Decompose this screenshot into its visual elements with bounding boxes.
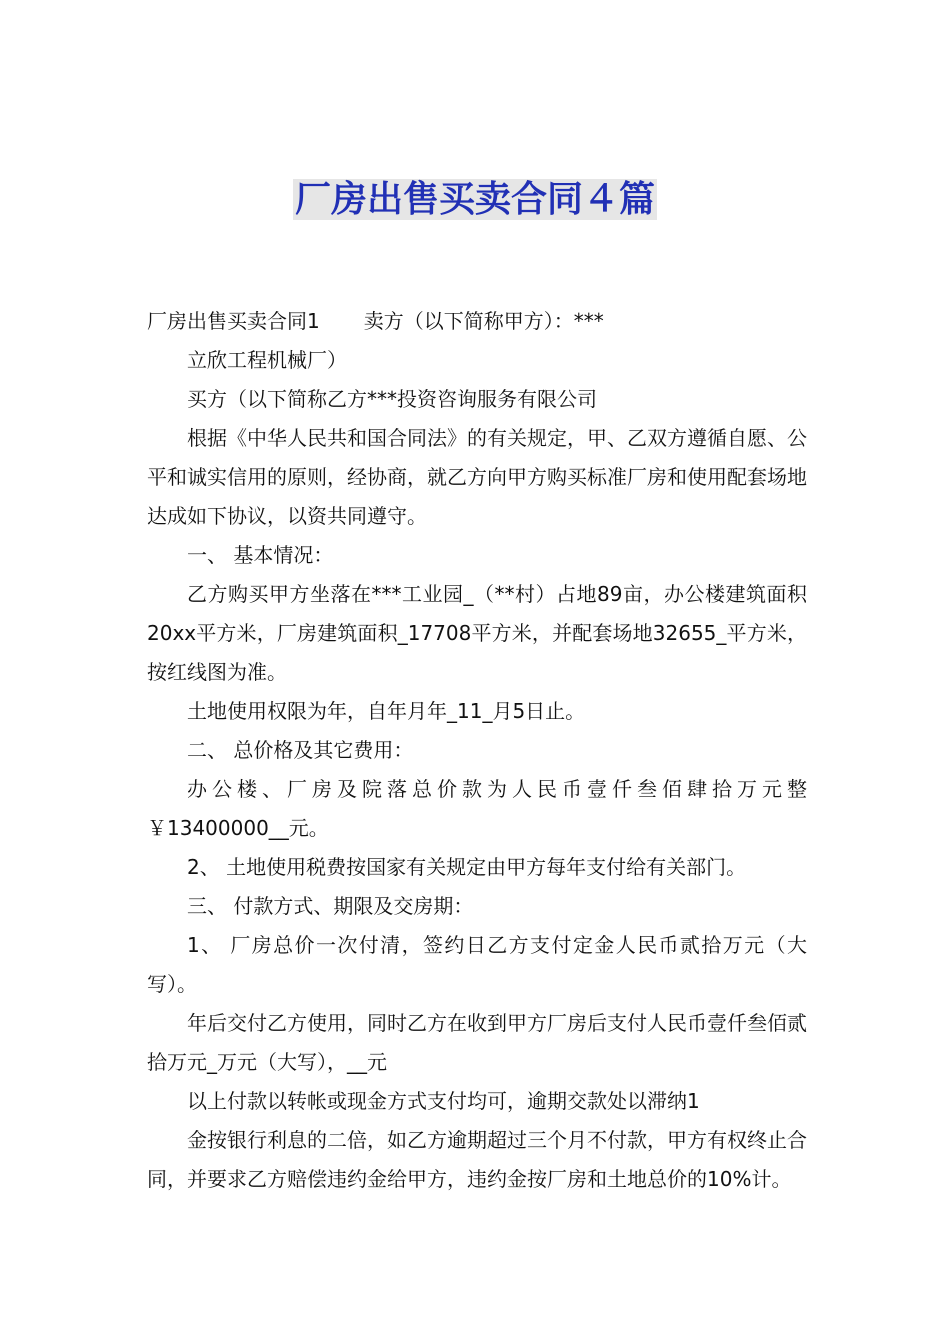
paragraph-13: 年后交付乙方使用，同时乙方在收到甲方厂房后支付人民币壹仟叁佰贰拾万元_万元（大写），__元 <box>147 1011 807 1074</box>
section-heading-1: 一、 基本情况： <box>187 543 334 567</box>
paragraph-7: 土地使用权限为年，自年月年_11_月5日止。 <box>187 699 586 723</box>
section-heading-2: 二、 总价格及其它费用： <box>187 738 414 762</box>
paragraph-6: 乙方购买甲方坐落在***工业园_（**村）占地89亩，办公楼建筑面积 20xx平方米，厂房建筑面积_17708平方米，并配套场地32655_平方米，按红线图为准。 <box>147 582 807 684</box>
paragraph-10: 2、 土地使用税费按国家有关规定由甲方每年支付给有关部门。 <box>187 855 747 879</box>
paragraph-14: 以上付款以转帐或现金方式支付均可，逾期交款处以滞纳1 <box>187 1089 700 1113</box>
contract-heading: 厂房出售买卖合同1 <box>147 309 320 333</box>
paragraph-4: 根据《中华人民共和国合同法》的有关规定，甲、乙双方遵循自愿、公平和诚实信用的原则，经协商，就乙方向甲方购买标准厂房和使用配套场地达成如下协议，以资共同遵守。 <box>147 426 807 528</box>
paragraph-3: 买方（以下简称乙方***投资咨询服务有限公司 <box>187 387 597 411</box>
paragraph-15: 金按银行利息的二倍，如乙方逾期超过三个月不付款，甲方有权终止合同，并要求乙方赔偿违约金给甲方，违约金按厂房和土地总价的10%计。 <box>147 1128 807 1191</box>
paragraph-1 <box>147 302 807 341</box>
paragraph-12: 1、 厂房总价一次付清，签约日乙方支付定金人民币贰拾万元（大写）。 <box>147 933 807 996</box>
paragraph-9: 办公楼、厂房及院落总价款为人民币壹仟叁佰肆拾万元整￥13400000__元。 <box>147 777 807 840</box>
document-title-text: 厂房出售买卖合同４篇 <box>294 179 655 220</box>
document-body <box>147 302 807 1199</box>
seller-line: 卖方（以下简称甲方）：*** <box>363 309 604 333</box>
section-heading-3: 三、 付款方式、期限及交房期： <box>187 894 474 918</box>
document-title <box>0 176 950 224</box>
paragraph-2: 立欣工程机械厂） <box>187 348 347 372</box>
